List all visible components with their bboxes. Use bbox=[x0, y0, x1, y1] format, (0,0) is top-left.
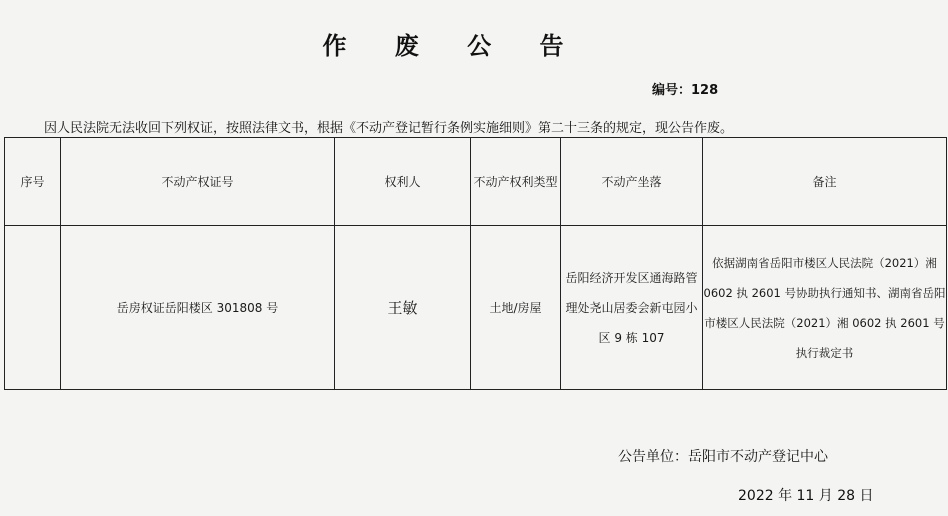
cell-remarks: 依据湖南省岳阳市楼区人民法院（2021）湘 0602 执 2601 号协助执行通知书、湖南省岳阳市楼区人民法院（2021）湘 0602 执 2601 号执行裁定书 bbox=[703, 226, 947, 390]
header-right-type: 不动产权利类型 bbox=[471, 138, 561, 226]
header-location: 不动产坐落 bbox=[561, 138, 703, 226]
intro-paragraph: 因人民法院无法收回下列权证，按照法律文书，根据《不动产登记暂行条例实施细则》第二十三条的规定，现公告作废。 bbox=[44, 121, 734, 136]
cell-index bbox=[5, 226, 61, 390]
document-number: 编号：128 bbox=[652, 83, 719, 98]
cell-holder: 王敏 bbox=[335, 226, 471, 390]
cell-right-type: 土地/房屋 bbox=[471, 226, 561, 390]
issue-date: 2022 年 11 月 28 日 bbox=[738, 488, 874, 504]
table-header-row bbox=[5, 138, 947, 226]
header-remarks: 备注 bbox=[703, 138, 947, 226]
cell-certificate: 岳房权证岳阳楼区 301808 号 bbox=[61, 226, 335, 390]
cancellation-table bbox=[4, 137, 947, 390]
cell-location: 岳阳经济开发区通海路管理处尧山居委会新屯园小区 9 栋 107 bbox=[561, 226, 703, 390]
notice-title: 作 废 公 告 bbox=[322, 32, 584, 60]
header-certificate: 不动产权证号 bbox=[61, 138, 335, 226]
issuing-unit: 公告单位：岳阳市不动产登记中心 bbox=[618, 449, 828, 465]
header-index: 序号 bbox=[5, 138, 61, 226]
header-holder: 权利人 bbox=[335, 138, 471, 226]
table-row bbox=[5, 226, 947, 390]
